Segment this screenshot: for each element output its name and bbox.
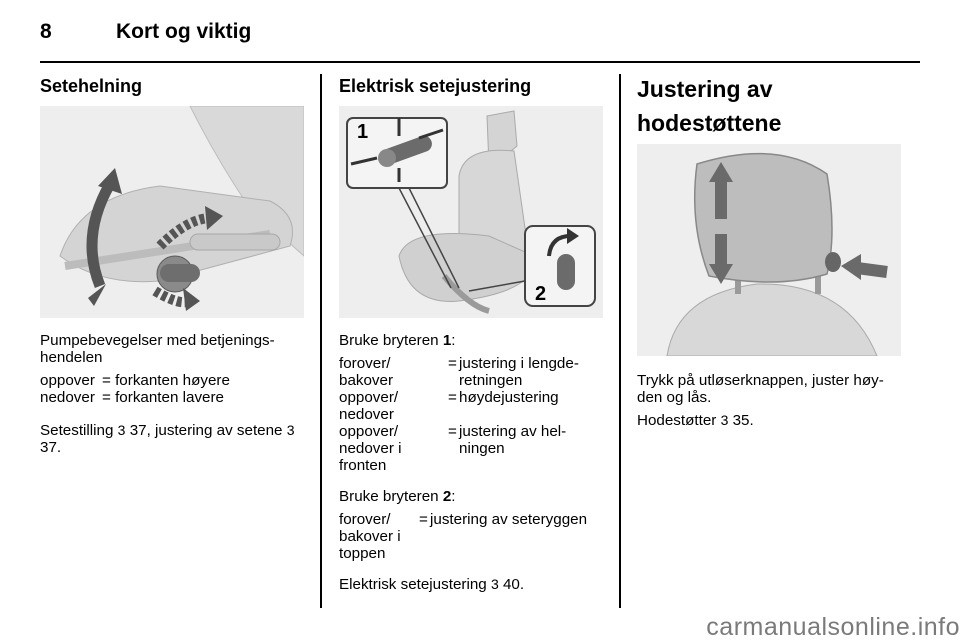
equals-sign: = [448, 389, 457, 406]
reference-text: Hodestøtter [637, 412, 721, 429]
section-heading: Setehelning [40, 76, 143, 96]
definition-key: oppover [40, 372, 95, 389]
definition-key: oppover/ nedover [339, 389, 399, 423]
reference-text: Setestilling [40, 422, 118, 439]
switch-number: 1 [442, 332, 452, 349]
definition-key: forover/ bakover i toppen [339, 511, 401, 562]
figure-caption: Trykk på utløserknappen, juster høyden og lås. [637, 372, 884, 406]
definition-row [40, 372, 230, 389]
switch-1-table [339, 355, 603, 474]
page-header [0, 0, 960, 62]
switch-2-intro [339, 488, 603, 505]
headrest-figure [637, 144, 901, 356]
electric-seat-illustration [339, 106, 603, 318]
page-title: Kort og viktig [116, 20, 252, 43]
definition-row [339, 511, 587, 562]
equals-sign: = [419, 511, 428, 528]
switch-1-label: 1 [357, 121, 369, 143]
section-heading: Justering av hodestøttene [637, 76, 782, 136]
definition-row [40, 389, 230, 406]
switch-2-table [339, 511, 587, 562]
definition-value: justering av seteryggen [430, 511, 588, 528]
definition-value: = forkanten høyere [102, 372, 230, 389]
seat-tilt-figure [40, 106, 304, 318]
equals-sign: = [448, 423, 457, 440]
column-divider-1 [320, 74, 322, 608]
definition-value: = forkanten lavere [102, 389, 224, 406]
section-electric-seat [339, 72, 603, 593]
definition-value: justering i lengderetningen [459, 355, 579, 389]
intro-text: : [451, 332, 456, 349]
section-heading: Elektrisk setejustering [339, 76, 532, 96]
definition-key: forover/ bakover [339, 355, 394, 389]
definition-key: nedover [40, 389, 95, 406]
intro-text: Bruke bryteren [339, 488, 443, 505]
definition-row [339, 355, 603, 389]
reference-text: 37. [40, 439, 62, 456]
see-page-icon: 3 [286, 422, 295, 438]
definition-value: justering av helningen [459, 423, 567, 457]
cross-reference [339, 576, 603, 593]
definition-value: høydejustering [459, 389, 559, 406]
electric-seat-figure [339, 106, 603, 318]
figure-caption: Pumpebevegelser med betjeningshendelen [40, 332, 275, 366]
headrest-illustration [637, 144, 901, 356]
reference-text: Elektrisk setejustering [339, 576, 491, 593]
column-divider-2 [619, 74, 621, 608]
switch-2-label: 2 [535, 283, 547, 305]
section-seat-tilt [40, 72, 304, 456]
page-number: 8 [40, 20, 52, 43]
cross-reference [637, 412, 901, 429]
watermark: carmanualsonline.info [706, 613, 960, 641]
switch-number: 2 [442, 488, 452, 505]
header-rule [40, 61, 920, 63]
reference-text: 35. [728, 412, 754, 429]
intro-text: Bruke bryteren [339, 332, 443, 349]
see-page-icon: 3 [720, 412, 729, 428]
section-headrest [637, 72, 901, 429]
definition-table [40, 372, 230, 406]
intro-text: : [451, 488, 456, 505]
equals-sign: = [448, 355, 457, 372]
reference-text: 40. [498, 576, 525, 593]
see-page-icon: 3 [117, 422, 126, 438]
definition-row [339, 389, 603, 423]
definition-row [339, 423, 603, 474]
reference-text: 37, justering av setene [125, 422, 287, 439]
definition-key: oppover/ nedover i fronten [339, 423, 402, 474]
seat-tilt-illustration [40, 106, 304, 318]
cross-reference [40, 422, 304, 456]
see-page-icon: 3 [490, 576, 499, 592]
switch-1-intro [339, 332, 603, 349]
